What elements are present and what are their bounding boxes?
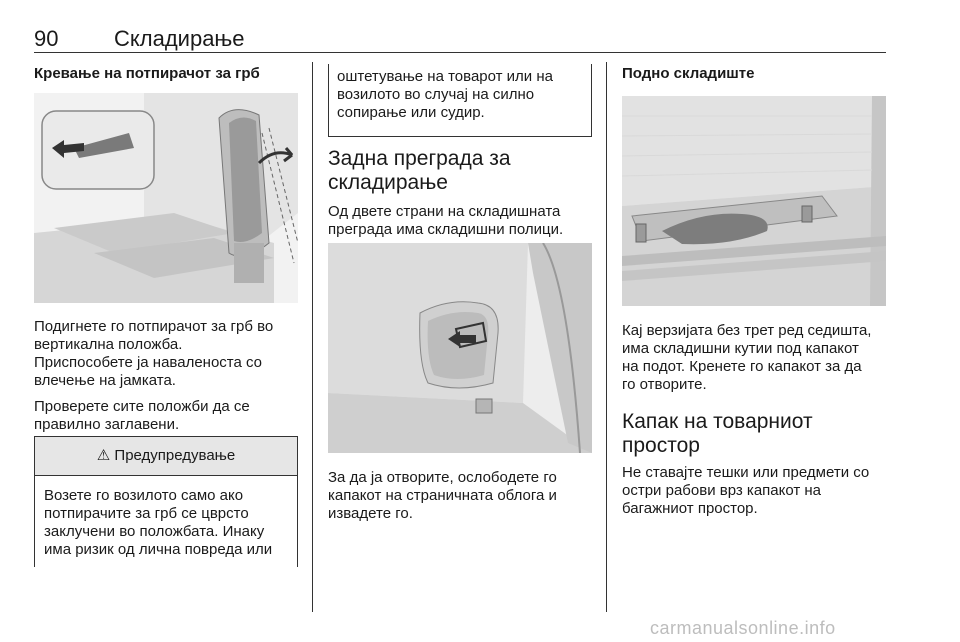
col1-text-block (34, 318, 304, 434)
col3-para2-line: багажниот простор. (622, 500, 758, 517)
column-1 (34, 64, 296, 84)
col3-para1-line: има складишни кутии под капакот (622, 340, 859, 357)
col3-text-block (622, 322, 892, 518)
warning-cont-line: сопирање или судир. (337, 104, 485, 121)
column-divider-1 (312, 62, 313, 612)
col1-para2-line: правилно заглавени. (34, 416, 180, 433)
warning-icon: ⚠ (96, 447, 111, 464)
warning-box (34, 436, 298, 567)
warning-cont-line: оштетување на товарот или на (337, 68, 553, 85)
figure-seat-backrest (34, 93, 298, 303)
col3-para1-line: на подот. Кренете го капакот за да (622, 358, 862, 375)
floor-storage-illustration (622, 96, 886, 306)
col1-para1-line: вертикална положба. (34, 336, 183, 353)
section-heading-line: Задна преграда за (328, 147, 511, 170)
warning-line: потпирачите за грб се цврсто (44, 505, 249, 522)
section-heading-line: Капак на товарниот (622, 410, 813, 433)
seat-backrest-illustration (34, 93, 298, 303)
warning-line: заклучени во положбата. Инаку (44, 523, 265, 540)
page-number: 90 (34, 26, 59, 51)
warning-line: има ризик од лична повреда или (44, 541, 273, 558)
warning-body (35, 476, 297, 559)
page-header (34, 26, 886, 54)
col2-para1-line: Од двете страни на складишната (328, 203, 561, 220)
col2-heading-block (328, 147, 593, 239)
col2-para2-line: капакот на страничната облога и (328, 487, 557, 504)
col1-para1-line: Подигнете го потпирачот за грб во (34, 318, 274, 335)
warning-line: Возете го возилото само ако (44, 487, 244, 504)
col1-para2-line: Проверете сите положби да се (34, 398, 250, 415)
rear-compartment-illustration (328, 243, 592, 453)
col2-text-block (328, 469, 598, 523)
chapter-title: Складирање (114, 26, 245, 51)
col3-para2-line: Не ставајте тешки или предмети со (622, 464, 870, 481)
watermark: carmanualsonline.info (650, 618, 836, 638)
col3-para1-line: Кај верзијата без трет ред седишта, (622, 322, 872, 339)
col2-para2-line: За да ја отворите, ослободете го (328, 469, 557, 486)
section-heading-line: складирање (328, 171, 448, 194)
figure-rear-compartment (328, 243, 592, 453)
col3-para1-line: го отворите. (622, 376, 707, 393)
section-subheading: Подно складиште (622, 65, 755, 82)
figure-floor-storage (622, 96, 886, 306)
col1-para1-line: влечење на јамката. (34, 372, 176, 389)
col1-para1-line: Приспособете ја наваленоста со (34, 354, 263, 371)
col2-para2-line: извадете го. (328, 505, 413, 522)
column-divider-2 (606, 62, 607, 612)
warning-cont-line: возилото во случај на силно (337, 86, 535, 103)
column-3 (622, 64, 884, 84)
section-subheading: Кревање на потпирачот за грб (34, 65, 260, 82)
warning-title: Предупредување (114, 447, 236, 464)
col2-para1-line: преграда има складишни полици. (328, 221, 564, 238)
section-heading-line: простор (622, 434, 700, 457)
warning-header (35, 437, 297, 476)
header-rule (34, 52, 886, 53)
warning-continuation-box (328, 64, 592, 137)
col3-para2-line: остри рабови врз капакот на (622, 482, 822, 499)
